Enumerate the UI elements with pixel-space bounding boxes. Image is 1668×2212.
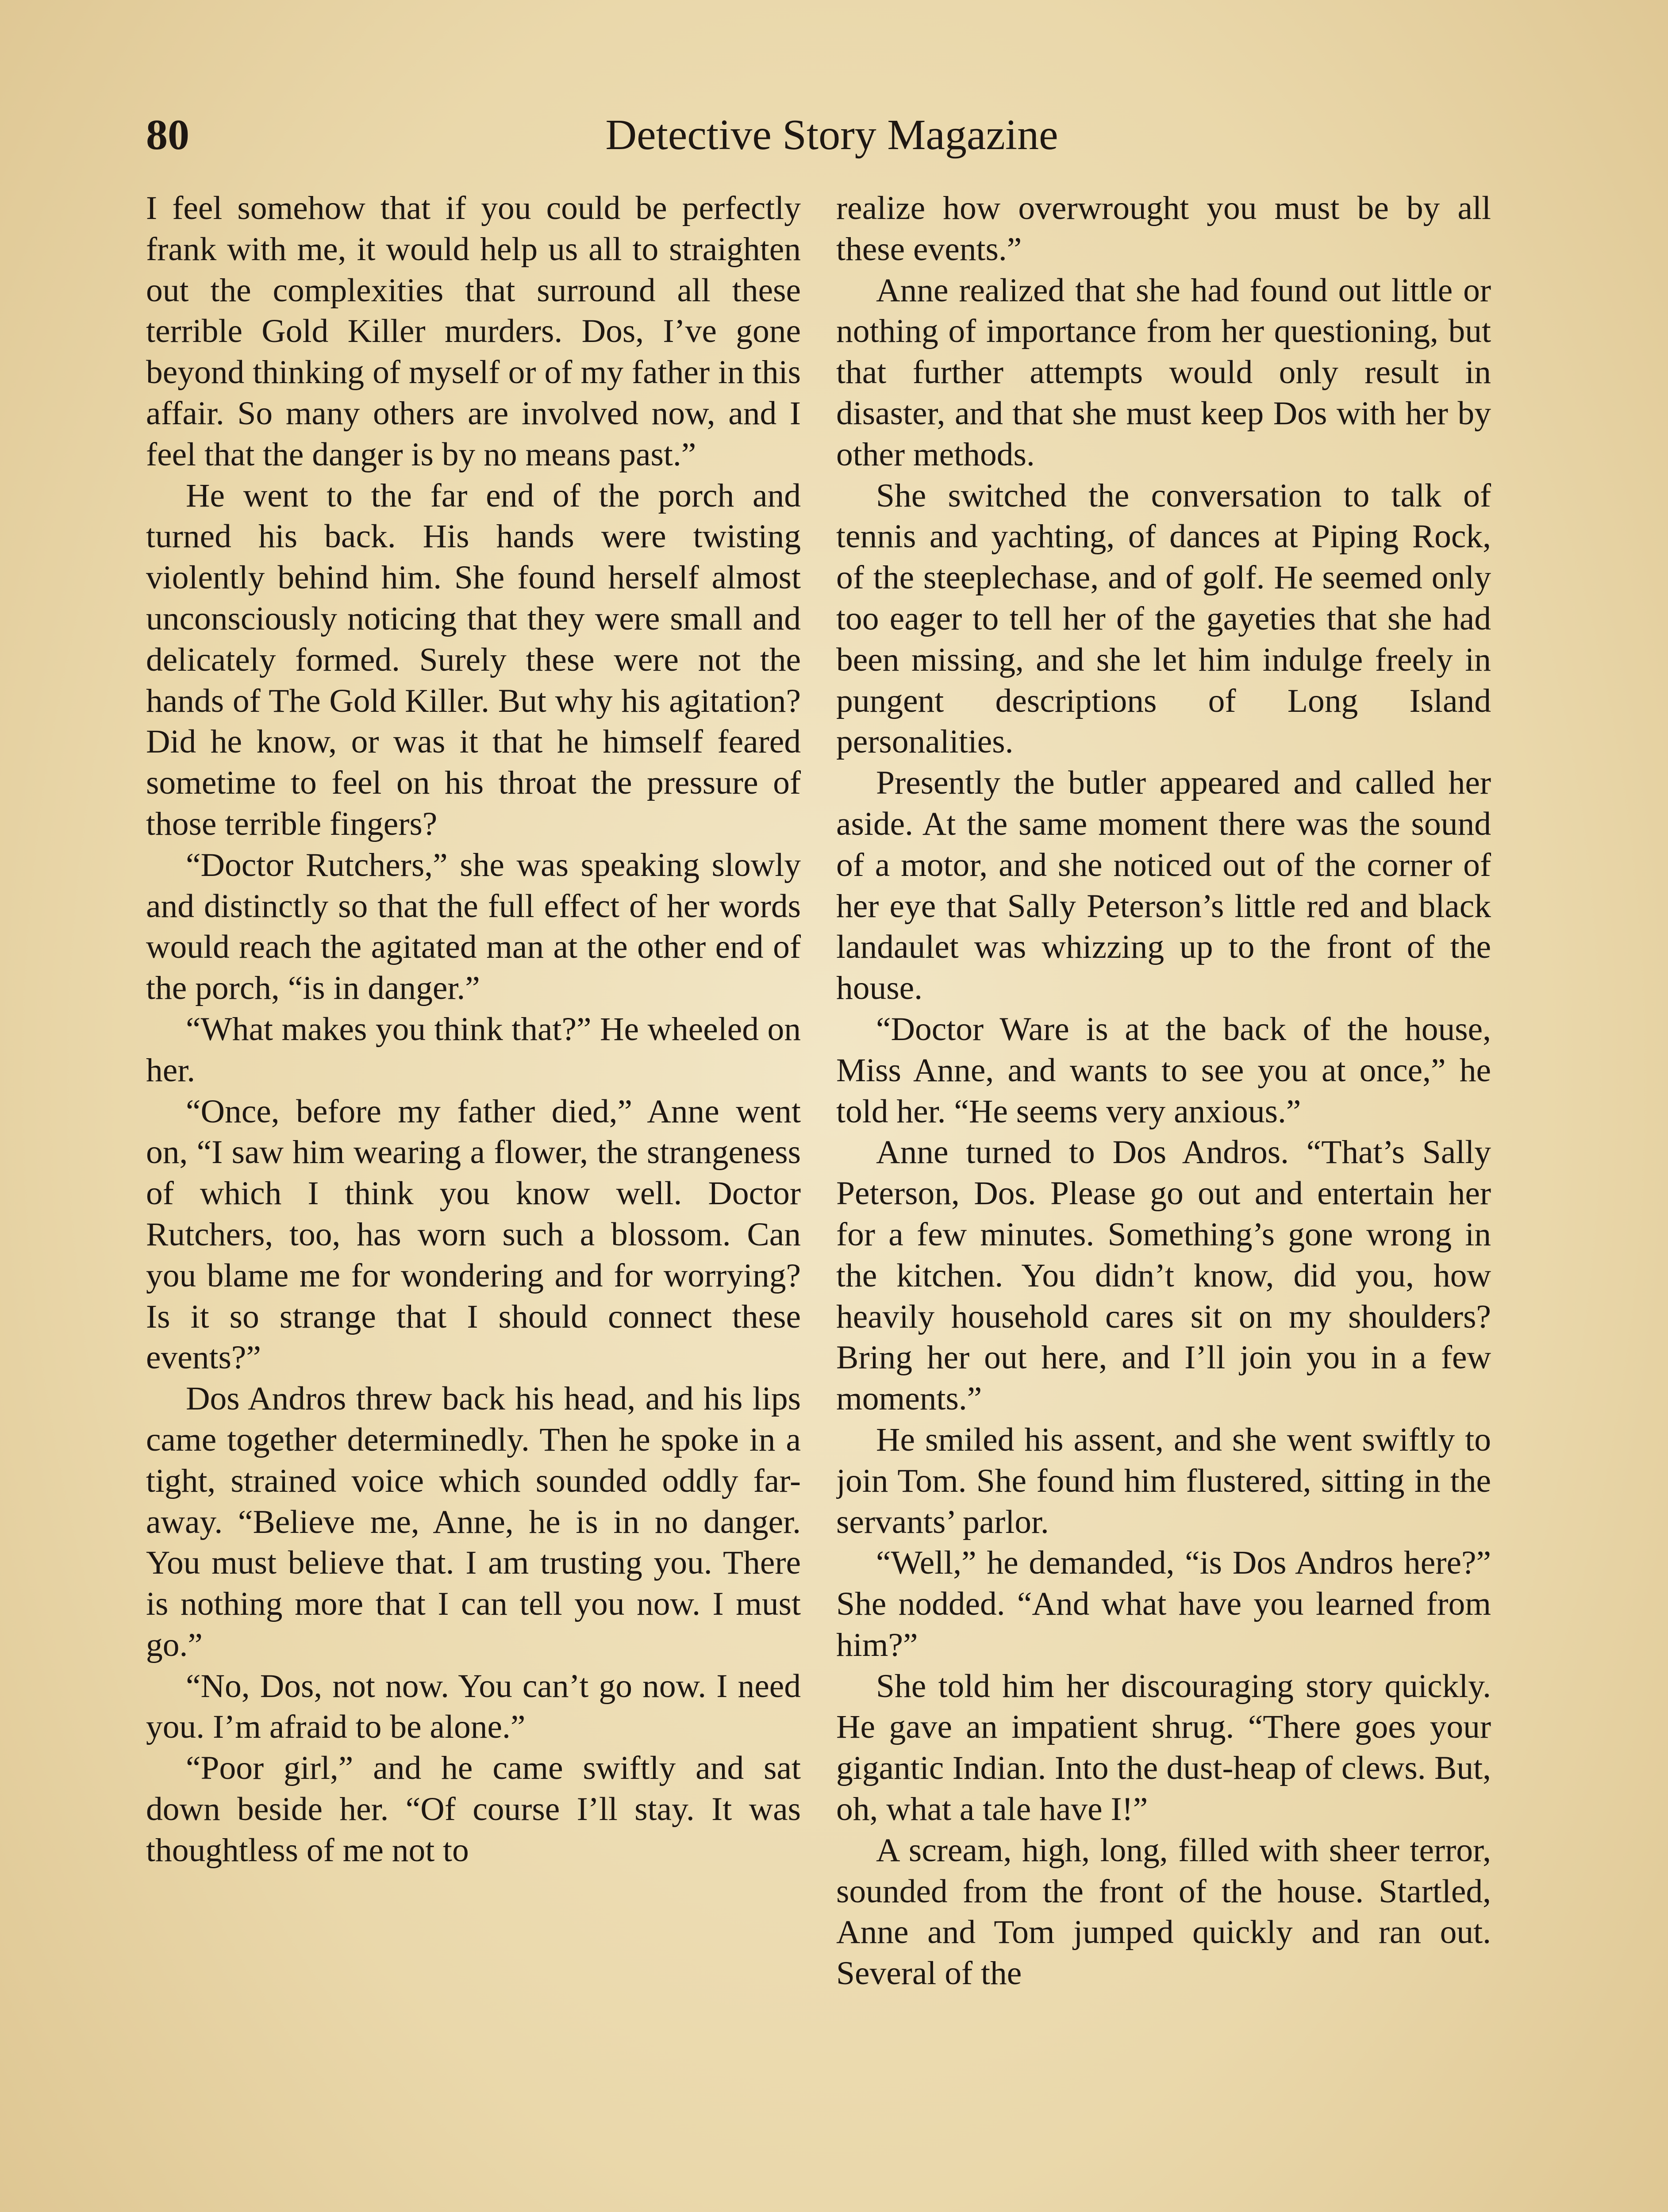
paragraph: A scream, high, long, filled with sheer terror, sounded from the front of the house. Startled, Anne and Tom jumped quickly and ran out. Several of the	[836, 1832, 1491, 1992]
paragraph: She told him her discouraging story quickly. He gave an impatient shrug. “There goes your gigantic Indian. Into the dust-heap of clews. But, oh, what a tale have I!”	[836, 1667, 1491, 1828]
page-number: 80	[146, 111, 189, 159]
paragraph: “Doctor Ware is at the back of the house, Miss Anne, and wants to see you at once,” he told her. “He seems very anxious.”	[836, 1010, 1491, 1130]
page-header	[146, 106, 1518, 173]
paragraph: She switched the conversation to talk of tennis and yachting, of dances at Piping Rock, of the steeplechase, and of golf. He seemed only too eager to tell her of the gayeties that she had been missing, and she let him indulge freely in pungent descriptions of Long Island personalities.	[836, 477, 1491, 760]
running-title: Detective Story Magazine	[605, 111, 1058, 159]
paragraph: “Well,” he demanded, “is Dos Andros here?” She nodded. “And what have you learned from him?”	[836, 1544, 1491, 1663]
text-column-left	[146, 188, 801, 2212]
paragraph: Presently the butler appeared and called her aside. At the same moment there was the sound of a motor, and she noticed out of the corner of her eye that Sally Peterson’s little red and black landaulet was whizzing up to the front of the house.	[836, 764, 1491, 1007]
paragraph: I feel somehow that if you could be perfectly frank with me, it would help us all to straighten out the complexities that surround all these terrible Gold Killer murders. Dos, I’ve gone beyond thinking of myself or of my father in this affair. So many others are involved now, and I feel that the danger is by no means past.”	[146, 190, 801, 473]
paragraph: “Poor girl,” and he came swiftly and sat down beside her. “Of course I’ll stay. It was thoughtless of me not to	[146, 1750, 801, 1869]
paragraph: He went to the far end of the porch and turned his back. His hands were twisting violently behind him. She found herself almost unconsciously noticing that they were small and delicately formed. Surely these were not the hands of The Gold Killer. But why his agitation? Did he know, or was it that he himself feared sometime to feel on his throat the pressure of those terrible fingers?	[146, 477, 801, 842]
text-column-right	[836, 188, 1491, 2212]
paragraph: “No, Dos, not now. You can’t go now. I need you. I’m afraid to be alone.”	[146, 1667, 801, 1746]
paragraph: He smiled his assent, and she went swiftly to join Tom. She found him flustered, sitting in the servants’ parlor.	[836, 1421, 1491, 1540]
paragraph: Dos Andros threw back his head, and his lips came together determinedly. Then he spoke in a tight, strained voice which sounded oddly far-away. “Believe me, Anne, he is in no danger. You must believe that. I am trusting you. There is nothing more that I can tell you now. I must go.”	[146, 1380, 801, 1663]
paragraph: “Once, before my father died,” Anne went on, “I saw him wearing a flower, the strangeness of which I think you know well. Doctor Rutchers, too, has worn such a blossom. Can you blame me for wondering and for worrying? Is it so strange that I should connect these events?”	[146, 1093, 801, 1376]
paragraph: realize how overwrought you must be by all these events.”	[836, 190, 1491, 268]
paragraph: Anne realized that she had found out little or nothing of importance from her questioning, but that further attempts would only result in disaster, and that she must keep Dos with her by other methods.	[836, 272, 1491, 473]
paragraph: Anne turned to Dos Andros. “That’s Sally Peterson, Dos. Please go out and entertain her for a few minutes. Something’s gone wrong in the kitchen. You didn’t know, did you, how heavily household cares sit on my shoulders? Bring her out here, and I’ll join you in a few moments.”	[836, 1134, 1491, 1417]
paragraph: “Doctor Rutchers,” she was speaking slowly and distinctly so that the full effect of her words would reach the agitated man at the other end of the porch, “is in danger.”	[146, 846, 801, 1007]
paragraph: “What makes you think that?” He wheeled on her.	[146, 1010, 801, 1089]
